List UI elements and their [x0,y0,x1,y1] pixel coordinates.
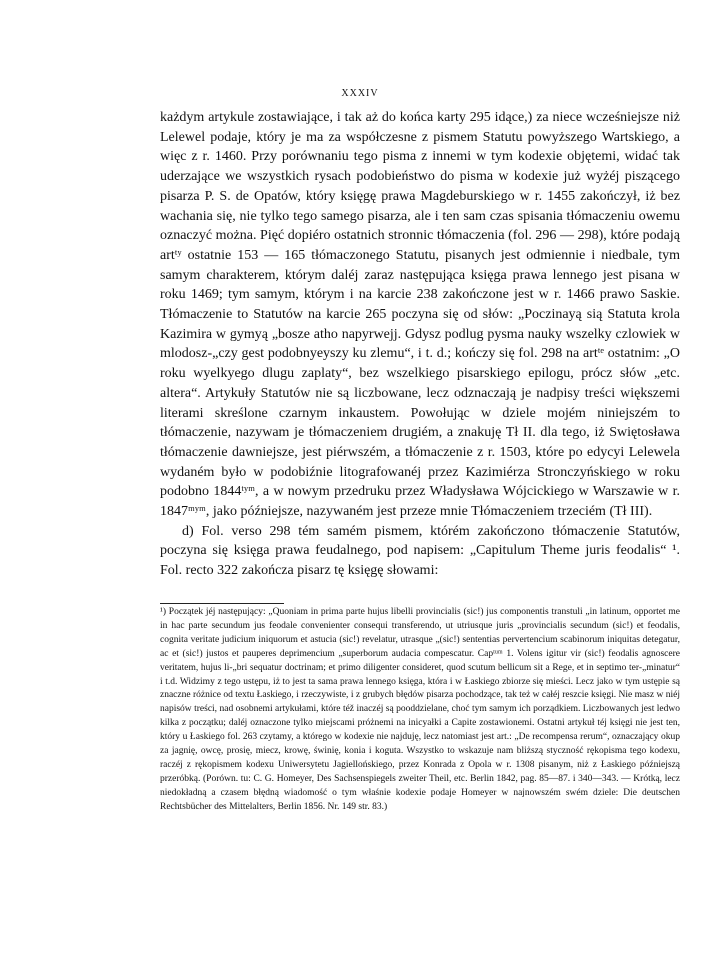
body-paragraph-2: d) Fol. verso 298 tém samém pismem, którém zakończono tłómaczenie Statutów, poczyna się księga prawa feudalnego, pod napisem: „Capitulum Theme juris feodalis“ ¹. Fol. recto 322 zakończa pisarz tę księgę słowami: [160,523,680,579]
footnote-divider [160,603,284,604]
body-paragraph-1: każdym artykule zostawiające, i tak aż do końca karty 295 idące,) za niece wcześniejsze niż Lelewel podaje, który je ma za współczesne z pismem Statutu powyższego Wartskiego, a więc z r. 1460. Przy porównaniu tego pisma z innemi w tym kodexie objętemi, widać tak uderzające we wszystkich rysach podobieństwo do pisma w kodexie już wyżéj piszącego pisarza P. S. de Opatów, który księgę prawa Magdeburskiego w r. 1455 zakończył, iż bez wachania się, nie tylko tego samego pisarza, ale i ten sam czas spisania tłómaczeniu owemu oznaczyć można. Pięć dopiéro ostatnich stronnic tłómaczenia (fol. 296 — 298), które podają artᵗʸ ostatnie 153 — 165 tłómaczonego Statutu, pisanych jest odmiennie i niedbale, tym samym charakterem, którym daléj zaraz następująca księga prawa lennego jest pisana w roku 1469; tym samym, którym i na karcie 238 zakończone jest w r. 1466 prawo Saskie. Tłómaczenie to Statutów na karcie 265 poczyna się od słów: „Poczinayą sią Statuta krola Kazimira w gymyą „bosze atho napyrwejj. Gdysz podlug pysma nauky wszelky czlowiek w mlodosz-„czy gest podobnyeyszy ku zlemu“, i t. d.; kończy się fol. 298 na artᵗᵉ ostatnim: „O roku wyelkyego dlugu zaplaty“, bez wszelkiego pisarskiego epilogu, prócz słów „etc. altera“. Artykuły Statutów nie są liczbowane, lecz odznaczają je nadpisy treści większemi literami skreślone czarnym inkaustem. Powołując w dziele mojém niniejszém to tłómaczenie, nazywam je tłómaczeniem drugiém, a znakuję Tł II. dla tego, iż Swiętosława tłómaczenie dawniejsze, jest piérwszém, a tłómaczenie z r. 1503, które po edycyi Lelewela wydaném było w podobiźnie litografowanéj przez Kazimiérza Stronczyńskiego w roku podobno 1844ᵗʸᵐ, a w nowym przedruku przez Władysława Wójcickiego w Warszawie w r. 1847ᵐʸᵐ, jako późniejsze, nazywaném jest przeze mnie Tłómaczeniem trzeciém (Tł III). [160,110,680,520]
footnote [160,606,680,815]
main-text [160,108,680,581]
page-number: XXXIV [341,88,379,99]
footnote-text: ¹) Początek jéj następujący: „Quoniam in prima parte hujus libelli provincialis (sic!) jus componentis transtuli „in latinum, opportet me in hac parte secundum jus feodale convenienter consequi transferendo, ut utriusque juris „provincialis secundum (sic!) et feodalis, cognita veritate judicium iniquorum et astucia (sic!) revelatur, utrasque „(sic!) sententias pervertencium scabinorum iniquitas detegatur, ac et (sic!) justos et pauperes deprimencium „superborum audacia compescatur. Capᵗᵘᵐ 1. Volens igitur vir (sic!) feodalis agnoscere veritatem, hujus li-„bri sequatur doctrinam; et primo diligenter consideret, quod scutum bellicum sit a Rege, et in septimo ter-„minatur“ i t.d. Widzimy z tego ustępu, iż to jest ta sama prawa lennego księga, która i w Łaskiego zbiorze się mieści. Lecz jako w tym ustępie są znaczne różnice od textu Łaskiego, i rzeczywiste, i z grubych błędów pisarza pochodzące, tak też w całéj reszcie księgi. Nie masz w niéj napisów treści, nad osobnemi artykułami, które též inaczéj są pooddzielane, choć tym samym ich porządkiem. Liczbowanych jest ledwo kilka z początku; daléj oznaczone tylko miejscami próżnemi na inicyałki a Capite zostawionemi. Ostatni artykuł téj księgi nie jest ten, który u Łaskiego fol. 263 czytamy, a którego w kodexie nie najduję, lecz natomiast jest art.: „De recompensa rerum“, oznaczający okup za jagnię, owcę, prosię, miecz, krowę, świnię, konia i koguta. Wszystko to wskazuje nam bliższą styczność rękopisma tego kodexu, raczéj z rękopismem kodexu Uniwersytetu Jagiellońskiego, przez Konrada z Opola w r. 1308 pisanym, niż z Łaskiego późniejszą przeróbką. (Porówn. tu: C. G. Homeyer, Des Sachsenspiegels zweiter Theil, etc. Berlin 1842, pag. 85—87. i 340—343. — Krótką, lecz niedokładną a czasem błędną wiadomość o tym właśnie kodexie podaje Homeyer w najnowszém swém dziele: Die deutschen Rechtsbücher des Mittelalters, Berlin 1856. Nr. 149 str. 83.) [160,607,680,812]
